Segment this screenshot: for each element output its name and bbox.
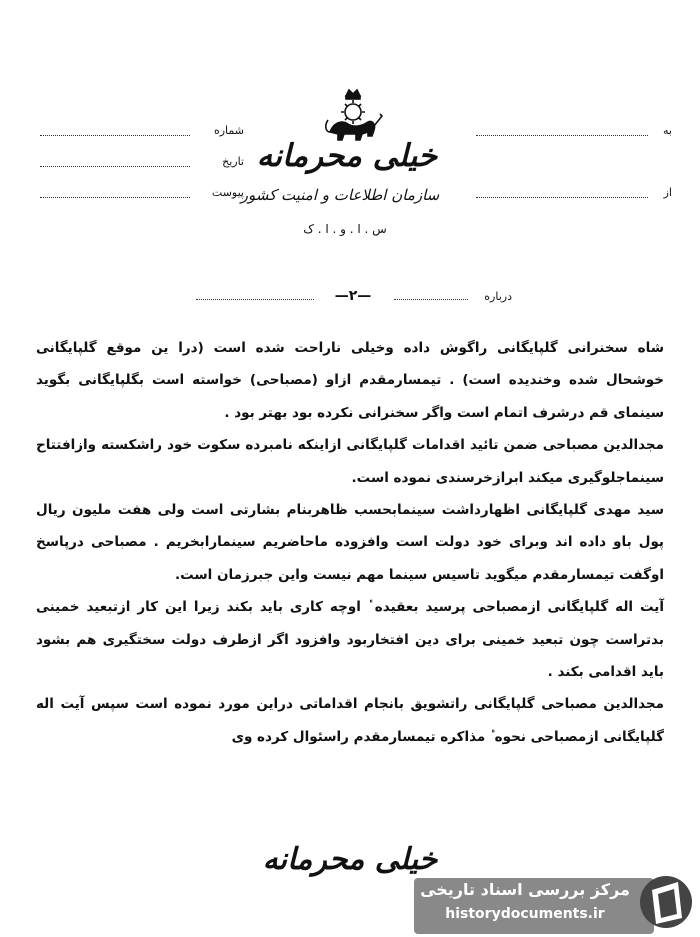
field-line-to <box>476 135 648 136</box>
field-line-attachment <box>40 197 190 198</box>
field-label-attachment: پیوست <box>211 186 244 199</box>
field-line-from <box>476 197 648 198</box>
subject-line-right <box>394 299 468 300</box>
classification-heading: خیلی محرمانه <box>256 138 438 174</box>
paragraph: مجدالدین مصباحی ضمن تائید اقدامات گلپایگانی ازاینکه نامبرده سکوت خود راشکسته وازافتتاح سینماجلوگیری میکند ابرازخرسندی نموده است. <box>36 437 664 486</box>
organization-code: س . ا . و . ا . ک <box>303 222 387 236</box>
field-line-date <box>40 166 190 167</box>
paragraph: آیت اله گلپایگانی ازمصباحی پرسید بعقیده ٔ اوچه کاری باید بکند زیرا این کار ازتبعید خمینی بدتراست چون تبعید خمینی برای دین افتخاربود وافزود اگر ازطرف دولت سختگیری هم بشود باید اقدامی بکند . <box>36 599 664 681</box>
page-number: —۲— <box>334 288 372 304</box>
report-body <box>36 332 664 753</box>
paragraph: مجدالدین مصباحی گلپایگانی راتشویق بانجام اقداماتی دراین مورد نموده است سپس آیت اله گلپایگانی ازمصباحی نحوه ٔ مذاکره تیمسارمقدم راسئوال کرده وی <box>36 696 664 745</box>
lion-and-sun-emblem-icon <box>318 86 388 146</box>
paragraph: شاه سخنرانی گلپایگانی راگوش داده وخیلی ناراحت شده است (درا ین موقع گلپایگانی خوشحال شده وخندیده است) . تیمسارمقدم ازاو (مصباحی) خواسته است بگلپایگانی بگوید سینمای قم درشرف اتمام است واگر سخنرانی نکرده بود بهتر بود . <box>36 340 664 421</box>
watermark-name: مرکز بررسی اسناد تاریخی <box>420 880 630 899</box>
archive-logo-icon <box>638 872 694 932</box>
field-label-to: به <box>663 124 672 137</box>
footer-classification: خیلی محرمانه <box>262 842 438 877</box>
paragraph: سید مهدی گلپایگانی اظهارداشت سینمابحسب ظاهربنام بشارتی است ولی هفت ملیون ریال پول باو داده اند وبرای خود دولت است وافزوده ماحاضریم سینمارابخریم . مصباحی درپاسخ اوگفت تیمسارمقدم میگوید تاسیس سینما مهم نیست واین جبرزمان است. <box>36 502 664 583</box>
field-line-number <box>40 135 190 136</box>
subject-label: درباره <box>484 290 512 303</box>
field-label-number: شماره <box>213 124 244 137</box>
subject-line-left <box>196 299 314 300</box>
field-label-from: از <box>663 186 672 199</box>
field-label-date: تاریخ <box>222 155 244 168</box>
watermark-url: historydocuments.ir <box>445 906 605 922</box>
organization-name: سازمان اطلاعات و امنیت کشور <box>240 186 440 204</box>
